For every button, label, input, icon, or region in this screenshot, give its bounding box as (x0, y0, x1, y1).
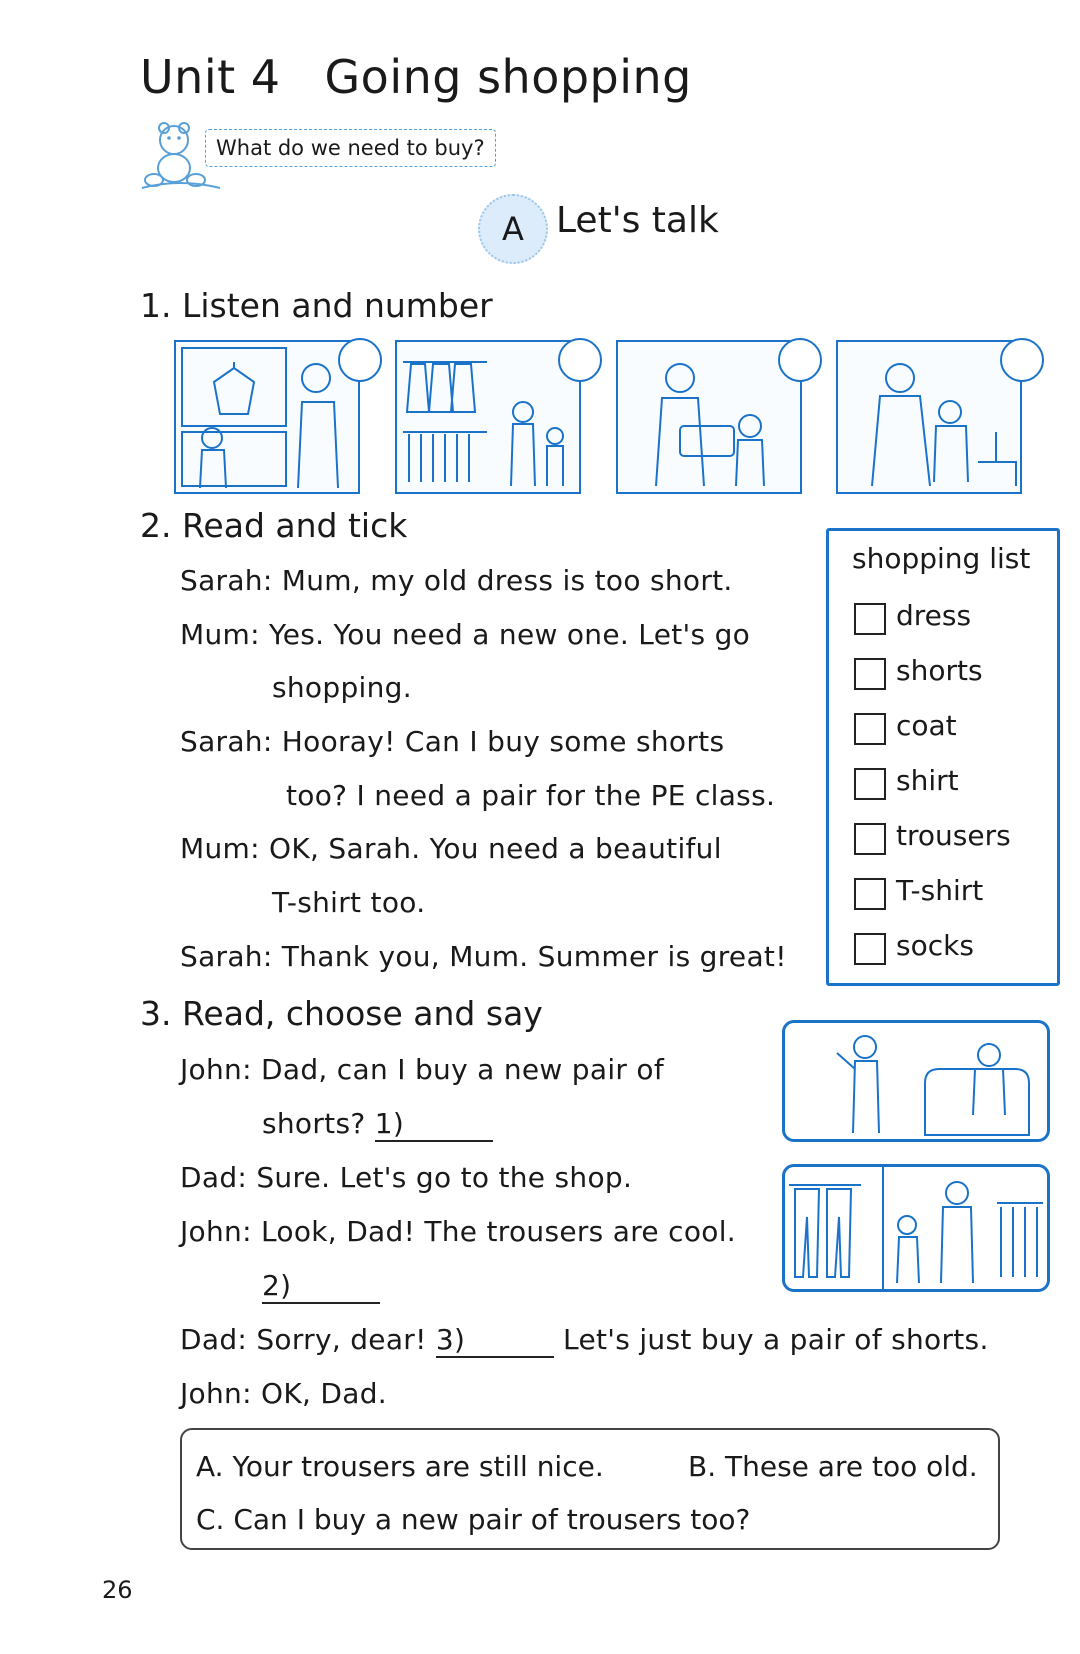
ex3-line-4: John: Look, Dad! The trousers are cool. (180, 1215, 736, 1248)
option-c[interactable]: C. Can I buy a new pair of trousers too? (196, 1503, 751, 1536)
number-circle-4[interactable] (1000, 338, 1044, 382)
number-circle-1[interactable] (338, 338, 382, 382)
dialogue-line-8: Sarah: Thank you, Mum. Summer is great! (180, 940, 787, 973)
dialogue-line-2: Mum: Yes. You need a new one. Let's go (180, 618, 751, 651)
ex3-line-6 (180, 1323, 989, 1358)
trousers-shop-illustration (785, 1167, 1047, 1289)
unit-name: Going shopping (324, 50, 692, 104)
unit-number: Unit 4 (140, 50, 281, 104)
wardrobe-scene-illustration (176, 342, 358, 492)
checkbox-trousers[interactable] (854, 823, 886, 855)
dialogue-line-1: Sarah: Mum, my old dress is too short. (180, 564, 733, 597)
checkbox-coat[interactable] (854, 713, 886, 745)
picture-3 (616, 340, 802, 494)
checkbox-dress[interactable] (854, 603, 886, 635)
exercise3-title: 3. Read, choose and say (140, 994, 543, 1033)
blank-1-number: 1) (374, 1107, 405, 1140)
shopping-list-title: shopping list (852, 542, 1031, 575)
answer-blank-1[interactable] (375, 1107, 493, 1142)
dialogue-line-6: Mum: OK, Sarah. You need a beautiful (180, 832, 722, 865)
ex3-line-3: Dad: Sure. Let's go to the shop. (180, 1161, 633, 1194)
checkbox-label-trousers: trousers (896, 819, 1011, 852)
ex3-line-2 (262, 1107, 493, 1142)
ex3-line-6-end: Let's just buy a pair of shorts. (563, 1323, 989, 1356)
exercise1-title: 1. Listen and number (140, 286, 493, 325)
scene-picture-1 (782, 1020, 1050, 1142)
checkbox-label-socks: socks (896, 929, 974, 962)
answer-blank-3[interactable] (436, 1323, 554, 1358)
ex3-line-6-start: Dad: Sorry, dear! (180, 1323, 427, 1356)
section-badge: A (478, 194, 548, 264)
unit-title (140, 50, 692, 104)
grandmother-and-boy-scene-illustration (838, 342, 1020, 492)
dialogue-line-3: shopping. (272, 671, 412, 704)
answer-blank-2[interactable] (262, 1269, 380, 1304)
dialogue-line-7: T-shirt too. (272, 886, 426, 919)
checkbox-label-shirt: shirt (896, 764, 959, 797)
blank-3-number: 3) (435, 1323, 466, 1356)
checkbox-shirt[interactable] (854, 768, 886, 800)
section-title: Let's talk (556, 200, 719, 241)
shopping-list-box (826, 528, 1060, 986)
number-circle-2[interactable] (558, 338, 602, 382)
lesson-question: What do we need to buy? (205, 129, 496, 167)
blank-2-number: 2) (262, 1269, 292, 1302)
picture-4 (836, 340, 1022, 494)
mother-and-son-scene-illustration (618, 342, 800, 492)
picture-1 (174, 340, 360, 494)
ex3-line-7: John: OK, Dad. (180, 1377, 388, 1410)
ex3-line-1: John: Dad, can I buy a new pair of (180, 1053, 664, 1086)
checkbox-label-shorts: shorts (896, 654, 983, 687)
dialogue-line-4: Sarah: Hooray! Can I buy some shorts (180, 725, 725, 758)
checkbox-label-t-shirt: T-shirt (896, 874, 984, 907)
scene-picture-2 (782, 1164, 1050, 1292)
checkbox-label-coat: coat (896, 709, 957, 742)
option-b[interactable]: B. These are too old. (688, 1450, 978, 1483)
page-number: 26 (102, 1576, 133, 1604)
number-circle-3[interactable] (778, 338, 822, 382)
checkbox-socks[interactable] (854, 933, 886, 965)
picture-2 (395, 340, 581, 494)
option-a[interactable]: A. Your trousers are still nice. (196, 1450, 604, 1483)
clothes-rack-scene-illustration (397, 342, 579, 492)
exercise2-title: 2. Read and tick (140, 506, 408, 545)
ex3-line-5 (262, 1269, 380, 1304)
checkbox-label-dress: dress (896, 599, 972, 632)
checkbox-t-shirt[interactable] (854, 878, 886, 910)
dialogue-line-5: too? I need a pair for the PE class. (286, 779, 776, 812)
ex3-line-2-text: shorts? (262, 1107, 366, 1140)
checkbox-shorts[interactable] (854, 658, 886, 690)
boy-and-dad-on-sofa-illustration (785, 1023, 1047, 1139)
